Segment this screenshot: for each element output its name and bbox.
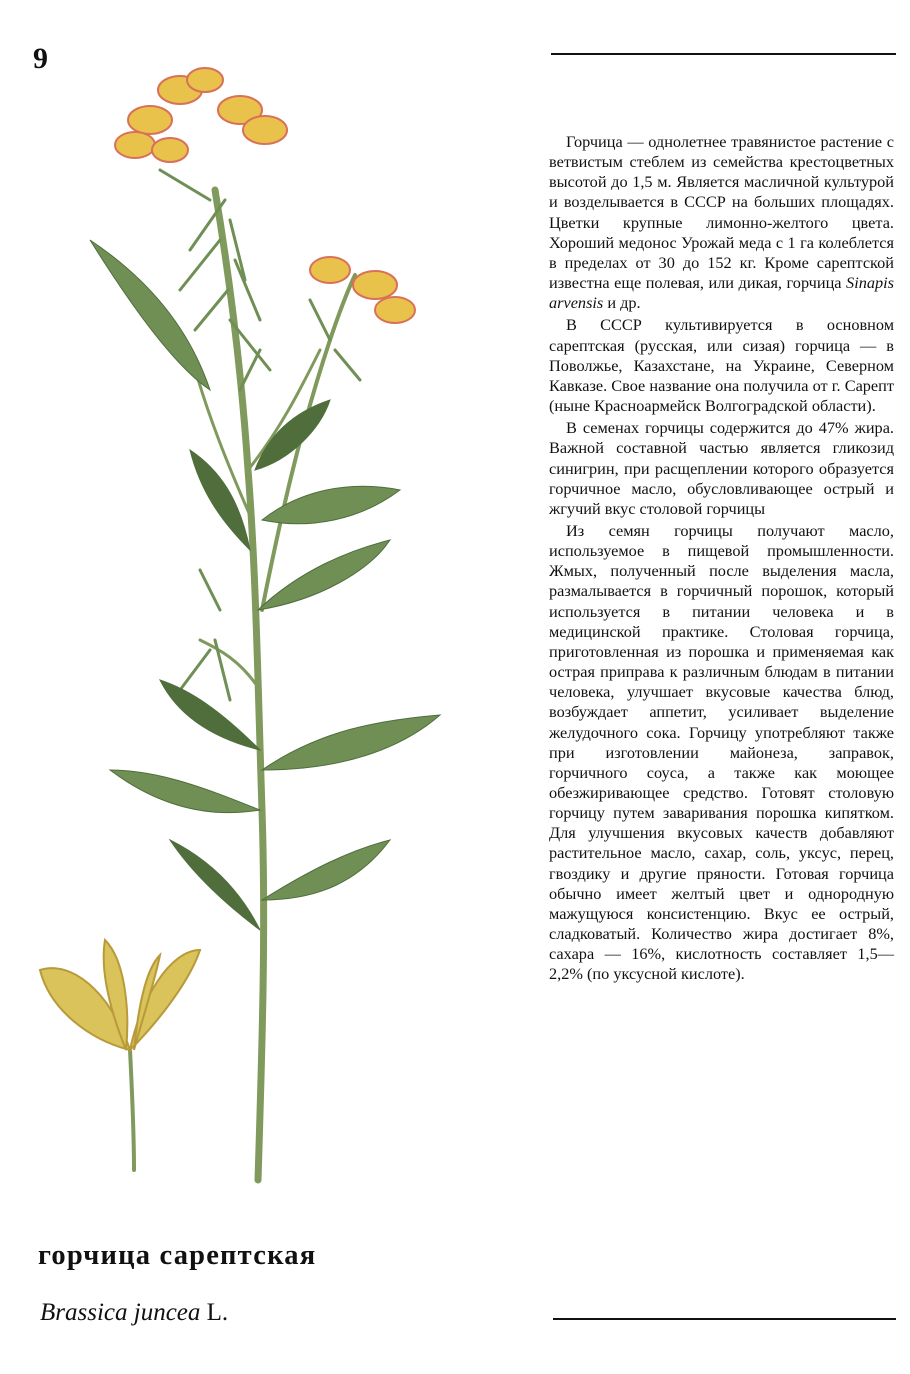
plant-name-latin: [40, 1299, 228, 1327]
seed-pod: [200, 570, 220, 610]
seed-pod: [180, 650, 210, 690]
mustard-plant-illustration: [30, 50, 460, 1200]
seed-pod: [215, 640, 230, 700]
paragraph-text: Горчица — однолетнее травянистое растение с ветвистым стеблем из семейства крестоцветных высотой до 1,5 м. Является масличной культурой и возделывается в СССР на больших площадях. Цветки крупные лимонно-желтого цвета. Хороший медонос Урожай меда с 1 га колеблется в пределах от 30 до 152 кг. Кроме сарептской известна еще полевая, или дикая, горчица: [549, 132, 894, 293]
seed-pod: [235, 260, 260, 320]
leaf: [190, 450, 250, 550]
leaf: [255, 400, 330, 470]
seed-pod: [160, 170, 210, 200]
page-number: 9: [33, 42, 48, 75]
article-paragraph: В СССР культивируется в основном сарептская (русская, или сизая) горчица — в Поволжье, Казахстане, на Украине, Северном Кавказе. Свое название она получила от г. Сарепт (ныне Красноармейск Волгоградской области).: [549, 315, 894, 416]
article-paragraph: Из семян горчицы получают масло, используемое в пищевой промышленности. Жмых, полученный после выделения масла, размалывается в горчичный порошок, который используется в питании человека и в медицинской практике. Столовая горчица, приготовленная из порошка и применяемая как острая приправа к различным блюдам в питании человека, улучшает вкусовые качества блюд, возбуждает аппетит, усиливает выделение желудочного сока. Горчицу употребляют также при изготовлении майонеза, заправок, горчичного соуса, а также как моющее обезжиривающее средство. Готовят столовую горчицу путем заваривания порошка кипятком. Для улучшения вкусовых качеств добавляют растительное масло, сахар, соль, уксус, перец, гвоздику и другие пряности. Готовая горчица обычно имеет желтый цвет и однородную мажущуюся консистенцию. Вкус ее острый, сладковатый. Количество жира достигает 8%, сахара — 16%, кислотность составляет 1,5—2,2% (по уксусной кислоте).: [549, 520, 894, 984]
seed-pod: [310, 300, 330, 340]
flower-cluster-top: [115, 68, 287, 162]
paragraph-text: и др.: [603, 293, 641, 313]
seed-pod: [240, 350, 260, 390]
latin-name-inline: Sinapis arvensis: [549, 273, 894, 313]
leaf: [262, 840, 390, 900]
bottom-rule: [553, 1318, 896, 1320]
article-paragraph: В семенах горчицы содержится до 47% жира. Важной составной частью является гликозид синигрин, при расщеплении которого образуется горчичное масло, обусловливающее острый и жгучий вкус столовой горчицы: [549, 418, 894, 518]
flower-cluster-branch: [310, 257, 415, 323]
seed-pod: [180, 240, 220, 290]
article-paragraph: [549, 132, 894, 313]
branch-stem: [200, 640, 260, 690]
top-rule: [551, 53, 896, 55]
leaf: [160, 680, 260, 750]
seed-pod: [195, 290, 228, 330]
leaf: [262, 715, 440, 770]
leaf: [90, 240, 210, 390]
article-text: [549, 132, 894, 985]
leaf: [110, 770, 260, 813]
leaf: [170, 840, 260, 930]
seed-pod: [335, 350, 360, 380]
latin-author: L.: [200, 1299, 229, 1326]
seed-pod: [230, 220, 245, 280]
flower-stalk: [130, 1050, 134, 1170]
latin-binomial: Brassica juncea: [40, 1299, 201, 1326]
flower-closeup: [40, 940, 200, 1050]
plant-name-russian: горчица сарептская: [38, 1240, 317, 1271]
leaf: [258, 540, 390, 610]
